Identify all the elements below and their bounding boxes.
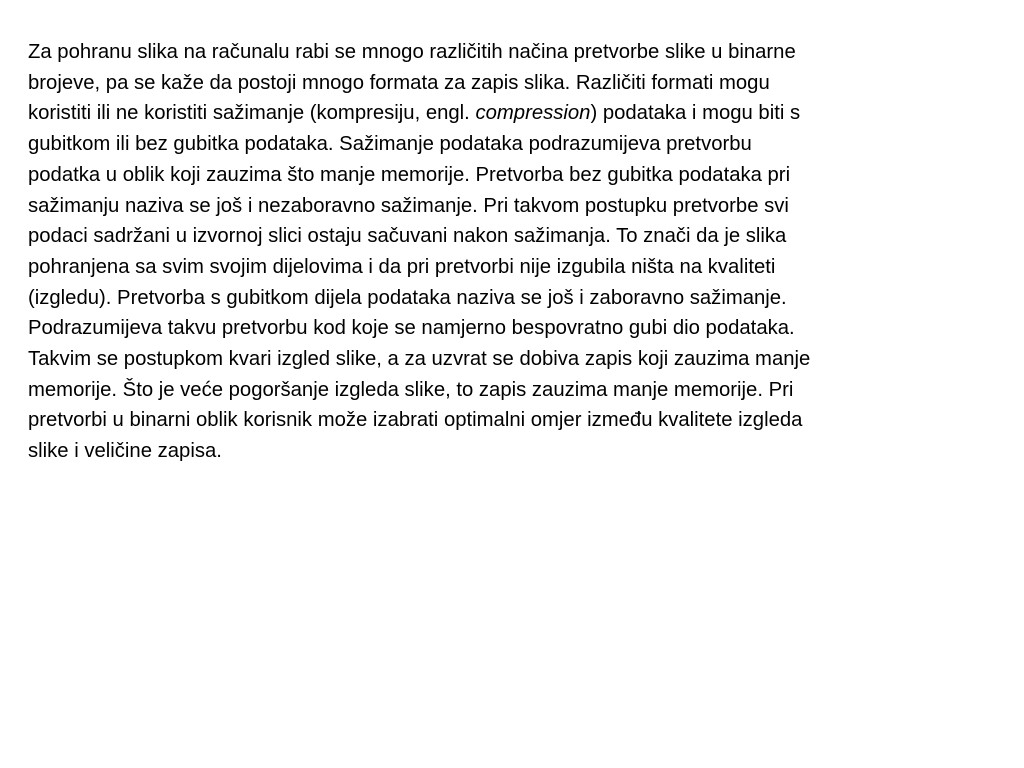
paragraph-text-part-1: Za pohranu slika na računalu rabi se mnogo različitih načina pretvorbe slike u binarne brojeve, pa se kaže da postoji mnogo formata za zapis slika. Različiti formati mogu koristiti ili ne koristiti sažimanje (kompresiju, engl. — [28, 41, 796, 125]
italic-term: compression — [475, 102, 591, 125]
paragraph-text-part-2: ) podataka i mogu biti s gubitkom ili bez gubitka podataka. Sažimanje podataka podrazumijeva pretvorbu podatka u oblik koji zauzima što manje memorije. Pretvorba bez gubitka podataka pri sažimanju naziva se još i nezaboravno sažimanje. Pri takvom postupku pretvorbe svi podaci sadržani u izvornoj slici ostaju sačuvani nakon sažimanja. To znači da je slika pohranjena sa svim svojim dijelovima i da pri pretvorbi nije izgubila ništa na kvaliteti (izgledu). Pretvorba s gubitkom dijela podataka naziva se još i zaboravno sažimanje. Podrazumijeva takvu pretvorbu kod koje se namjerno bespovratno gubi dio podataka. Takvim se postupkom kvari izgled slike, a za uzvrat se dobiva zapis koji zauzima manje memorije. Što je veće pogoršanje izgleda slike, to zapis zauzima manje memorije. Pri pretvorbi u binarni oblik korisnik može izabrati optimalni omjer između kvalitete izgleda slike i veličine zapisa. — [28, 102, 811, 463]
body-paragraph — [28, 37, 1022, 467]
